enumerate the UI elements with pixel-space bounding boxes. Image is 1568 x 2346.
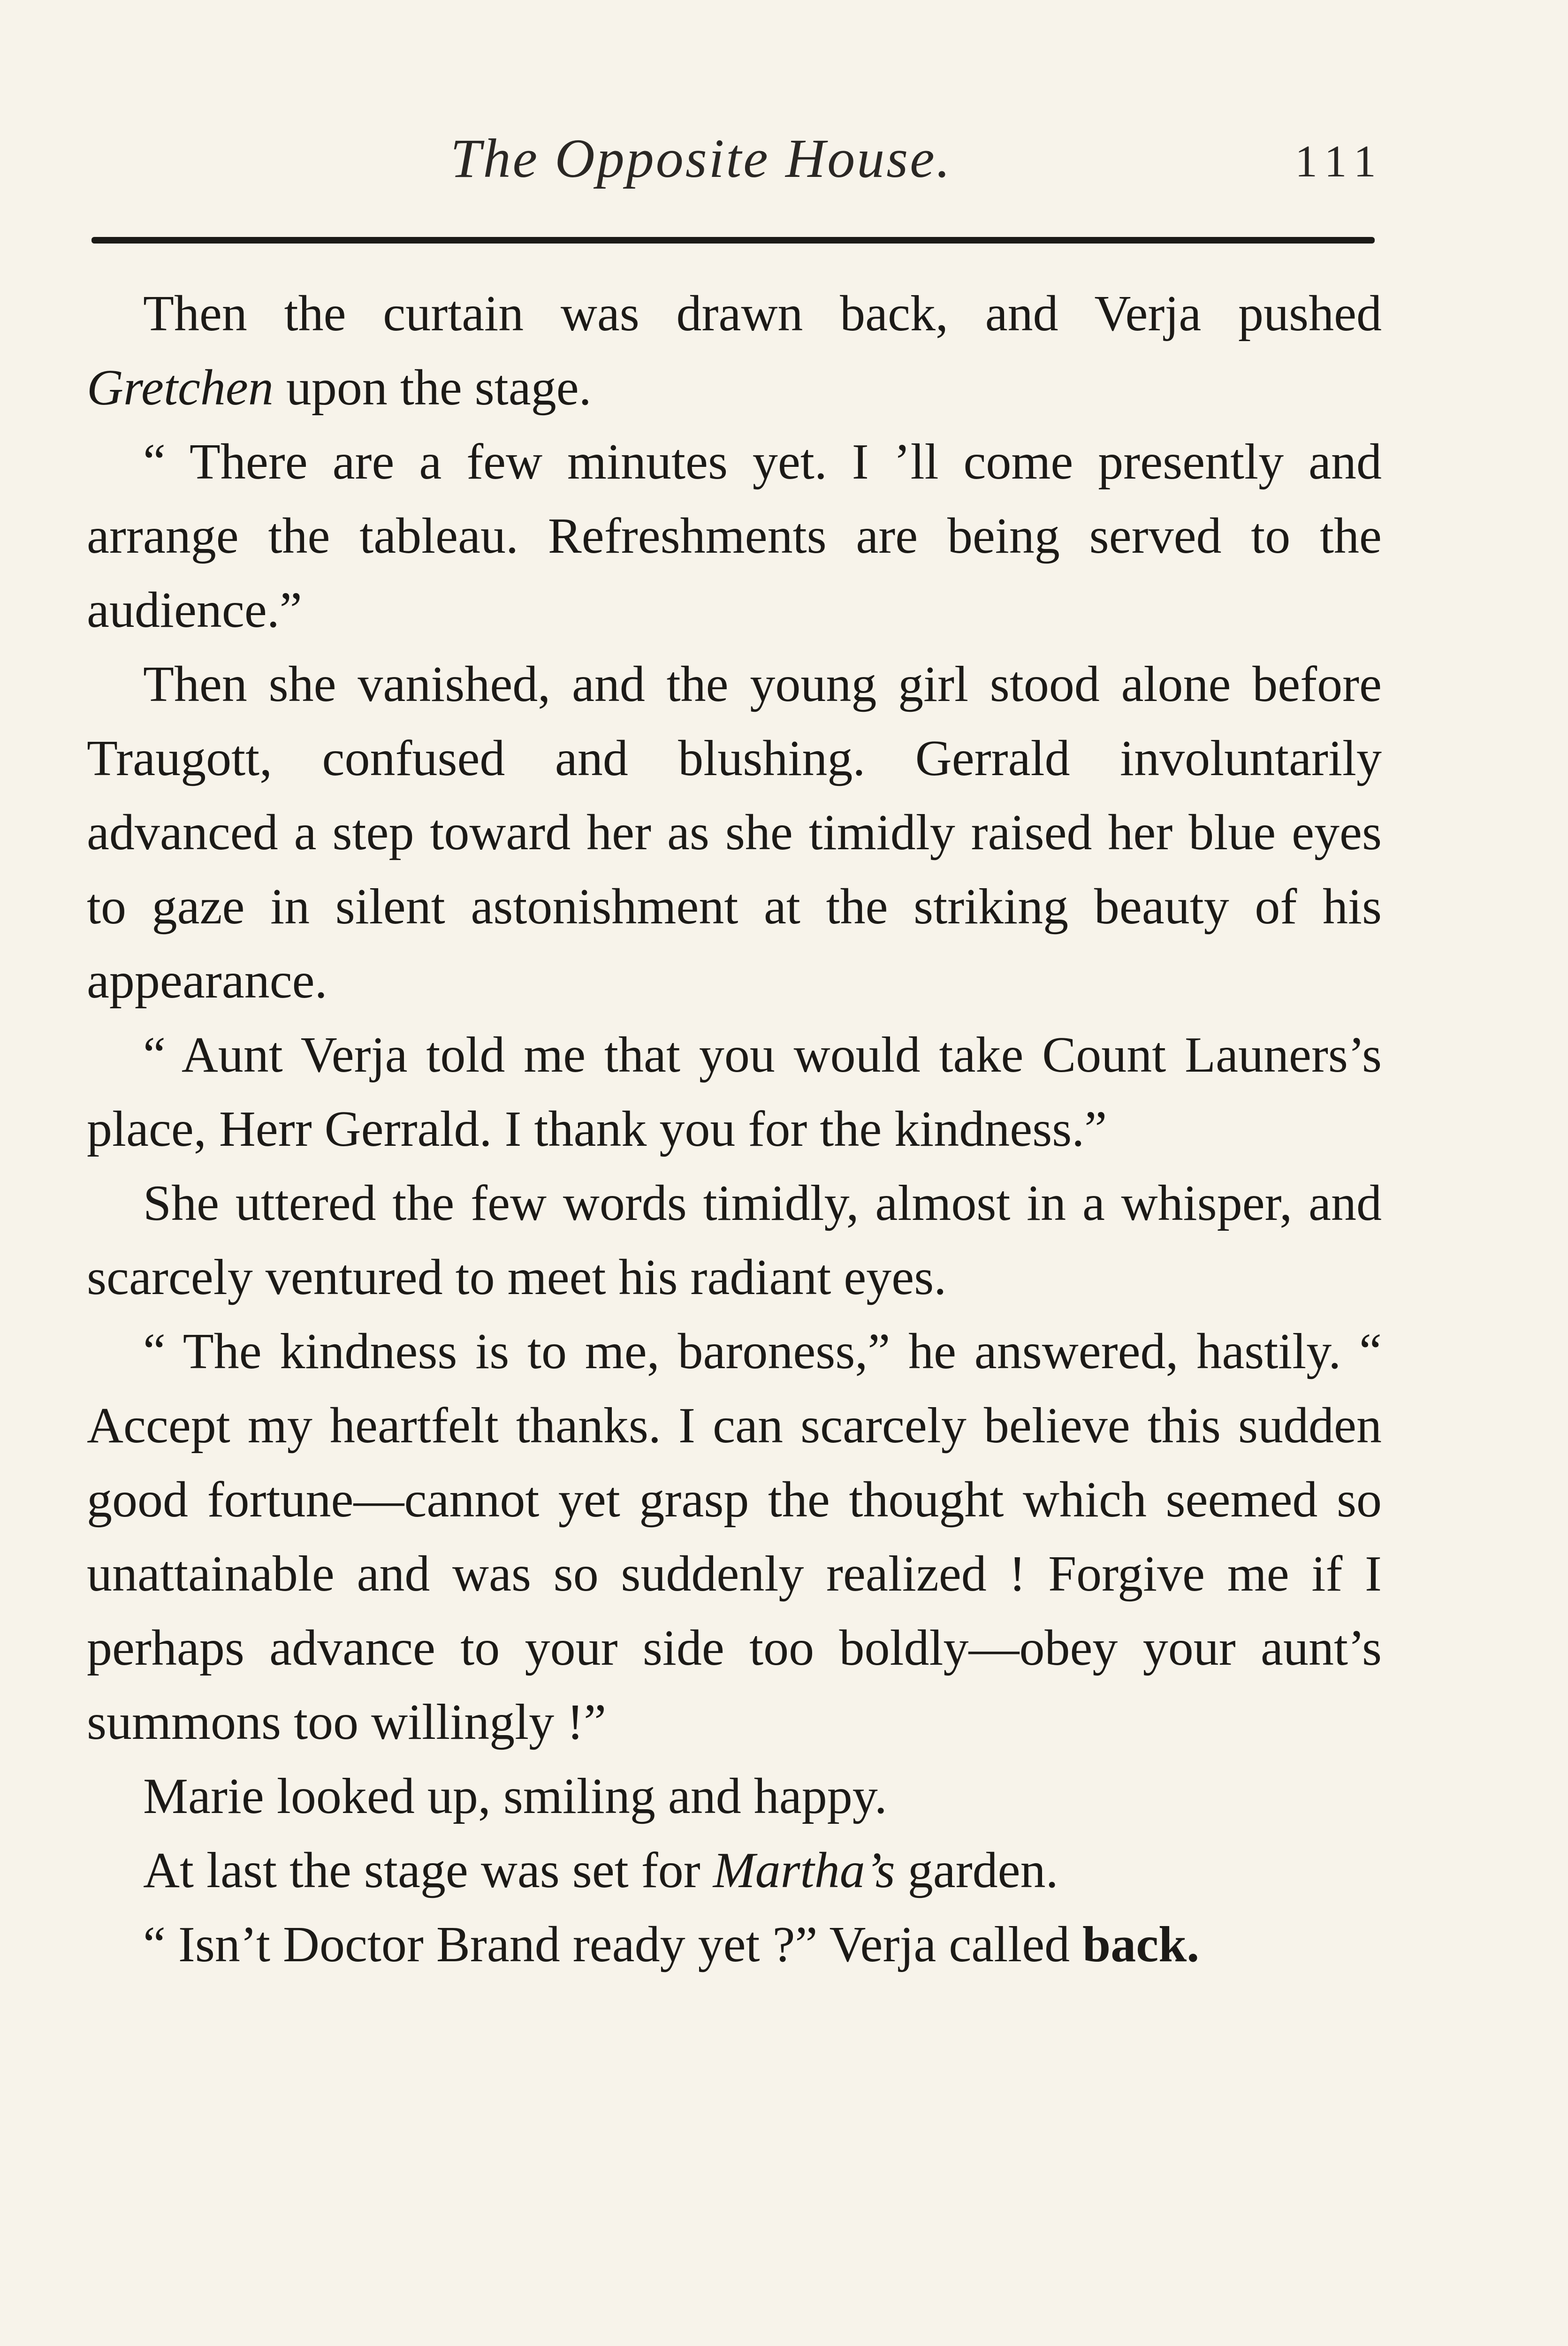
text-run: “ The kindness is to me, baroness,” he answered, hastily. “ Accept my heartfelt thanks. I can scarcely believe this sudden good fortune—cannot yet grasp the thought which seemed so unattainable and was so suddenly realized ! Forgive me if I perhaps advance to your side too boldly—obey your aunt’s summons too willingly !”	[87, 1324, 1382, 1750]
text-run: upon the stage.	[273, 360, 592, 416]
bold-text: back.	[1082, 1917, 1200, 1973]
text-run: Marie looked up, smiling and happy.	[143, 1768, 887, 1824]
paragraph	[87, 1760, 1382, 1834]
text-run: She uttered the few words timidly, almost in a whisper, and scarcely ventured to meet his radiant eyes.	[87, 1175, 1382, 1305]
page-number: 111	[1295, 136, 1385, 186]
paragraph	[87, 1908, 1382, 1982]
text-run: “ Isn’t Doctor Brand ready yet ?” Verja called	[143, 1917, 1083, 1973]
body-text	[87, 277, 1382, 1982]
paragraph	[87, 1834, 1382, 1908]
paragraph	[87, 1315, 1382, 1760]
running-title: The Opposite House.	[450, 128, 952, 189]
paragraph	[87, 277, 1382, 425]
text-run: “ There are a few minutes yet. I ’ll come presently and arrange the tableau. Refreshments are being served to the audience.”	[87, 434, 1382, 638]
paragraph	[87, 1166, 1382, 1315]
text-run: garden.	[895, 1843, 1058, 1898]
text-run: Then the curtain was drawn back, and Verja pushed	[143, 286, 1382, 342]
text-run: At last the stage was set for	[143, 1843, 713, 1898]
text-run: “ Aunt Verja told me that you would take Count Launers’s place, Herr Gerrald. I thank you for the kindness.”	[87, 1027, 1382, 1157]
paragraph	[87, 425, 1382, 647]
paragraph	[87, 1018, 1382, 1166]
paragraph	[87, 647, 1382, 1018]
running-head	[0, 127, 1568, 202]
text-run: Then she vanished, and the young girl stood alone before Traugott, confused and blushing. Gerrald involuntarily advanced a step toward her as she timidly raised her blue eyes to gaze in silent astonishment at the striking beauty of his appearance.	[87, 656, 1382, 1009]
header-rule	[91, 237, 1375, 244]
italic-text: Gretchen	[87, 360, 274, 416]
italic-text: Martha’s	[713, 1843, 895, 1898]
